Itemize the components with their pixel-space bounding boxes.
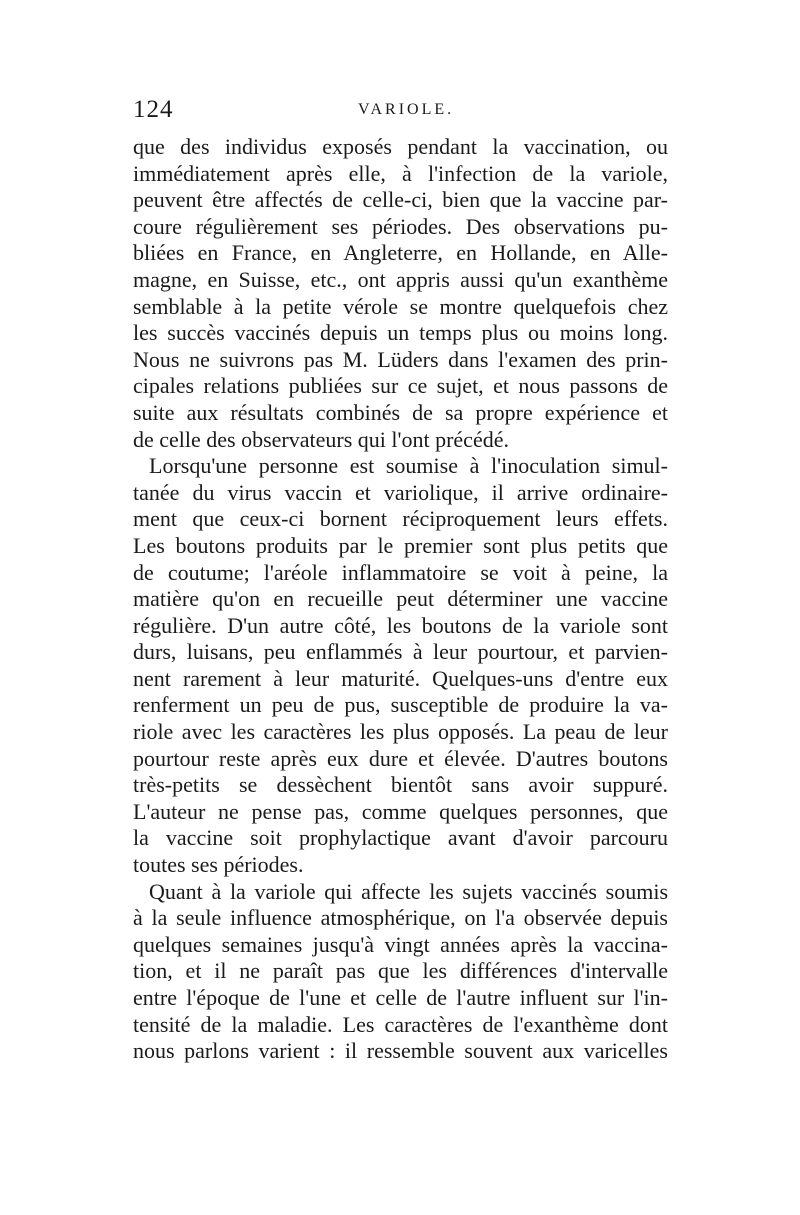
running-title: VARIOLE. [358,101,455,118]
text-line: que des individus exposés pendant la vaccination, ou [133,134,668,159]
text-line: riole avec les caractères les plus opposés. La peau de leur [133,719,668,745]
text-line: nous parlons varient : il ressemble souvent aux varicelles [133,1038,668,1064]
text-line: peuvent être affectés de celle-ci, bien que la vaccine par- [133,187,668,213]
text-line: durs, luisans, peu enflammés à leur pourtour, et parvien- [133,639,668,665]
text-line: la vaccine soit prophylactique avant d'avoir parcouru [133,825,668,851]
text-line: de celle des observateurs qui l'ont précédé. [133,426,509,452]
text-line: immédiatement après elle, à l'infection de la variole, [133,160,668,186]
running-head [133,96,668,126]
text-line: matière qu'on en recueille peut déterminer une vaccine [133,586,668,612]
page-number: 124 [133,96,174,123]
text-line: Les boutons produits par le premier sont plus petits que [133,532,668,558]
text-line: très-petits se dessèchent bientôt sans avoir suppuré. [133,772,668,798]
text-line: suite aux résultats combinés de sa propre expérience et [133,399,668,425]
text-line: magne, en Suisse, etc., ont appris aussi qu'un exanthème [133,266,668,292]
text-line: tensité de la maladie. Les caractères de l'exanthème dont [133,1011,668,1037]
text-line: Nous ne suivrons pas M. Lüders dans l'examen des prin- [133,346,668,372]
text-line: bliées en France, en Angleterre, en Hollande, en Alle- [133,240,668,266]
text-line: semblable à la petite vérole se montre quelquefois chez [133,293,668,319]
text-line: nent rarement à leur maturité. Quelques-uns d'entre eux [133,665,668,691]
text-line: coure régulièrement ses périodes. Des observations pu- [133,213,668,239]
body-text [133,134,668,1065]
text-line: tion, et il ne paraît pas que les différences d'intervalle [133,958,668,984]
text-line: L'auteur ne pense pas, comme quelques personnes, que [133,798,668,824]
text-line: pourtour reste après eux dure et élevée. D'autres boutons [133,745,668,771]
text-line: tanée du virus vaccin et variolique, il arrive ordinaire- [133,479,668,505]
text-line: renferment un peu de pus, susceptible de produire la va- [133,692,668,718]
text-line: régulière. D'un autre côté, les boutons de la variole sont [133,612,668,638]
text-line: toutes ses périodes. [133,852,304,878]
text-line: de coutume; l'aréole inflammatoire se voit à peine, la [133,559,668,585]
text-line: ment que ceux-ci bornent réciproquement leurs effets. [133,506,668,532]
text-line: cipales relations publiées sur ce sujet, et nous passons de [133,373,668,399]
text-line: quelques semaines jusqu'à vingt années après la vaccina- [133,931,668,957]
text-line: entre l'époque de l'une et celle de l'autre influent sur l'in- [133,985,668,1010]
text-line: Lorsqu'une personne est soumise à l'inoculation simul- [149,453,668,479]
text-line: Quant à la variole qui affecte les sujets vaccinés soumis [149,878,668,904]
text-line: les succès vaccinés depuis un temps plus ou moins long. [133,320,668,346]
text-line: à la seule influence atmosphérique, on l'a observée depuis [133,905,668,931]
